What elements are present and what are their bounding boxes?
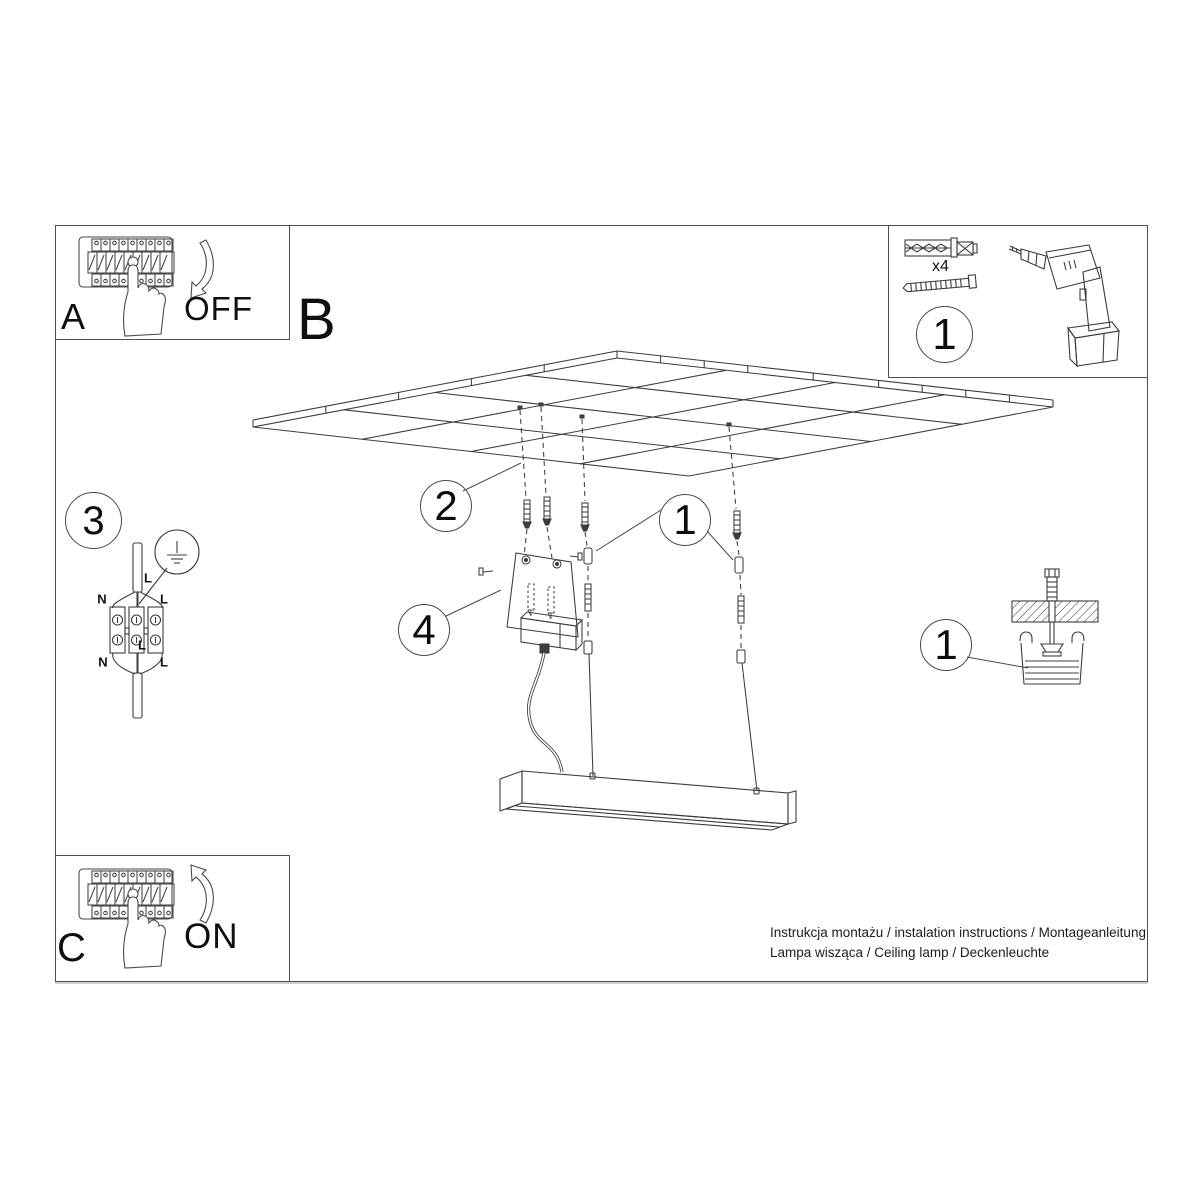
footer-line-2: Lampa wisząca / Ceiling lamp / Deckenleuchte [770, 945, 1050, 960]
mounting-screws [520, 407, 757, 791]
wire-label-top: L [144, 570, 152, 586]
wall-plug-icon [905, 238, 977, 257]
callout-canopy-number: 4 [412, 606, 436, 653]
wire-label-upper-left: N [97, 591, 107, 607]
callout-wiring-number: 3 [82, 498, 105, 543]
screw-icon [903, 275, 977, 294]
step-b-letter: B [297, 287, 336, 352]
pendant-lamp [500, 771, 796, 830]
footer-text [770, 923, 1146, 963]
callout-ceiling [420, 480, 472, 532]
power-cable [529, 653, 562, 772]
wire-label-lower-left: N [98, 654, 108, 670]
wire-label-middle: L [138, 637, 146, 653]
step-c-letter: C [57, 926, 86, 970]
ceiling-grid [253, 351, 1053, 476]
mount-detail [1012, 569, 1098, 684]
earth-symbol-icon [139, 530, 199, 604]
callout-ceiling-number: 2 [434, 482, 458, 529]
off-label: OFF [184, 290, 253, 327]
callout-canopy [398, 604, 450, 656]
wire-label-lower-right: L [160, 654, 168, 670]
callout-tools-number: 1 [932, 309, 957, 359]
arrow-up-icon [191, 865, 213, 923]
drill-icon [1009, 245, 1119, 366]
callout-wiring [65, 492, 122, 549]
plug-quantity-label: x4 [932, 258, 949, 275]
wire-label-upper-right: L [160, 591, 168, 607]
callout-tools [916, 306, 973, 363]
callout-mount-detail [920, 619, 972, 671]
footer-line-1: Instrukcja montażu / instalation instructions / Montageanleitung [770, 925, 1146, 940]
wiring-diagram [110, 530, 199, 718]
suspension-hardware [584, 548, 757, 791]
canopy-bracket [479, 553, 582, 772]
on-label: ON [184, 917, 239, 956]
callout-mount-detail-number: 1 [934, 621, 958, 668]
callout-suspension [659, 494, 711, 546]
step-a-letter: A [61, 296, 86, 337]
callout-suspension-number: 1 [673, 496, 697, 543]
